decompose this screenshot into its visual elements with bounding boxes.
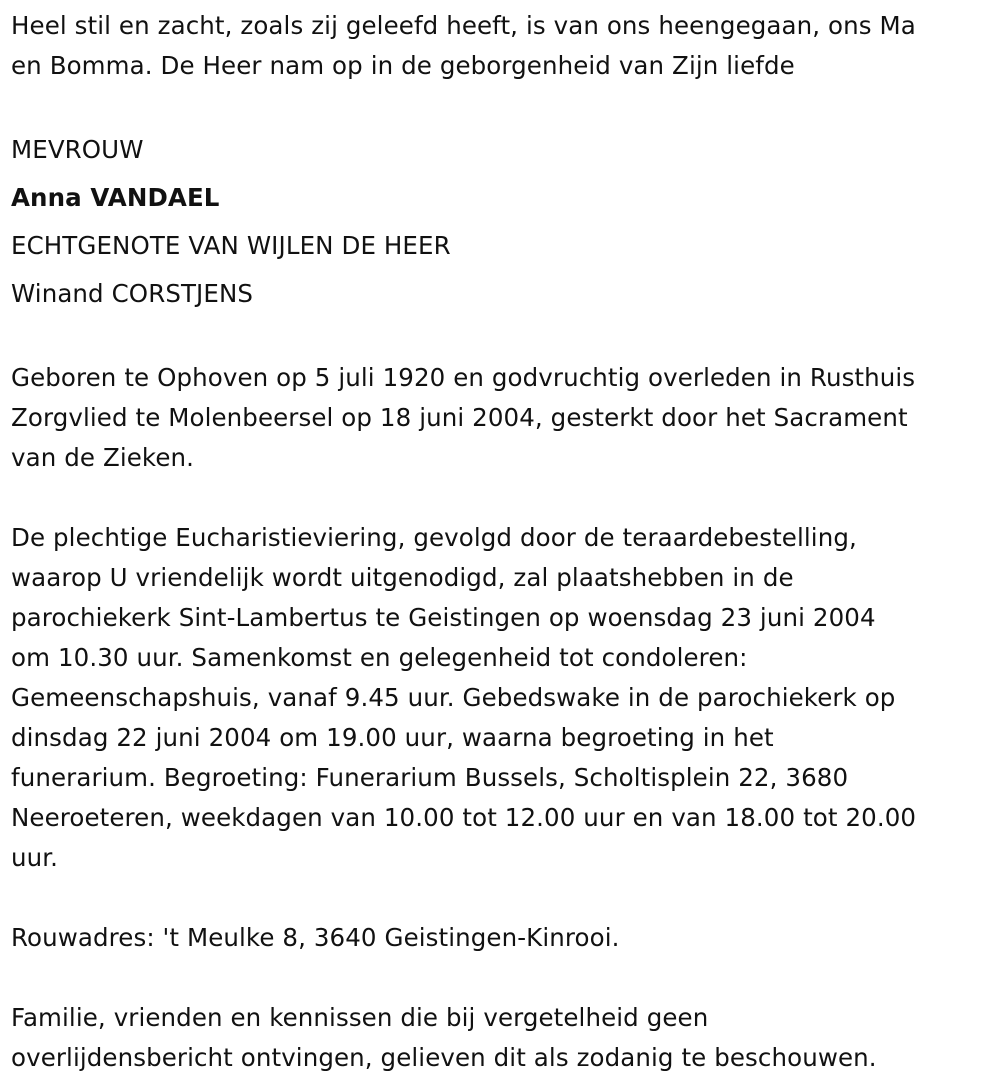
ceremony-line: De plechtige Eucharistieviering, gevolgd door de teraardebestelling, <box>11 523 857 552</box>
intro-paragraph <box>11 6 988 86</box>
ceremony-line: Neeroeteren, weekdagen van 10.00 tot 12.00 uur en van 18.00 tot 20.00 <box>11 803 917 832</box>
birth-death-line: van de Zieken. <box>11 443 195 472</box>
ceremony-line: Gemeenschapshuis, vanaf 9.45 uur. Gebedswake in de parochiekerk op <box>11 683 896 712</box>
intro-line: en Bomma. De Heer nam op in de geborgenheid van Zijn liefde <box>11 51 795 80</box>
mourning-address: Rouwadres: 't Meulke 8, 3640 Geistingen-Kinrooi. <box>11 923 620 952</box>
ceremony-line: uur. <box>11 843 59 872</box>
salutation: MEVROUW <box>11 135 144 164</box>
deceased-name: Anna VANDAEL <box>11 183 220 212</box>
address-paragraph <box>11 918 988 958</box>
deceased-header <box>11 126 988 318</box>
closing-line: Familie, vrienden en kennissen die bij vergetelheid geen <box>11 1003 709 1032</box>
closing-line: overlijdensbericht ontvingen, gelieven dit als zodanig te beschouwen. <box>11 1043 877 1072</box>
ceremony-line: parochiekerk Sint-Lambertus te Geistingen op woensdag 23 juni 2004 <box>11 603 876 632</box>
birth-death-paragraph <box>11 358 988 478</box>
ceremony-paragraph <box>11 518 988 878</box>
spouse-name: Winand CORSTJENS <box>11 279 254 308</box>
relation-text: ECHTGENOTE VAN WIJLEN DE HEER <box>11 231 451 260</box>
ceremony-line: funerarium. Begroeting: Funerarium Bussels, Scholtisplein 22, 3680 <box>11 763 849 792</box>
birth-death-line: Zorgvlied te Molenbeersel op 18 juni 2004, gesterkt door het Sacrament <box>11 403 908 432</box>
birth-death-line: Geboren te Ophoven op 5 juli 1920 en godvruchtig overleden in Rusthuis <box>11 363 916 392</box>
intro-line: Heel stil en zacht, zoals zij geleefd heeft, is van ons heengegaan, ons Ma <box>11 11 916 40</box>
ceremony-line: om 10.30 uur. Samenkomst en gelegenheid tot condoleren: <box>11 643 748 672</box>
ceremony-line: waarop U vriendelijk wordt uitgenodigd, zal plaatshebben in de <box>11 563 794 592</box>
closing-paragraph <box>11 998 988 1078</box>
ceremony-line: dinsdag 22 juni 2004 om 19.00 uur, waarna begroeting in het <box>11 723 774 752</box>
